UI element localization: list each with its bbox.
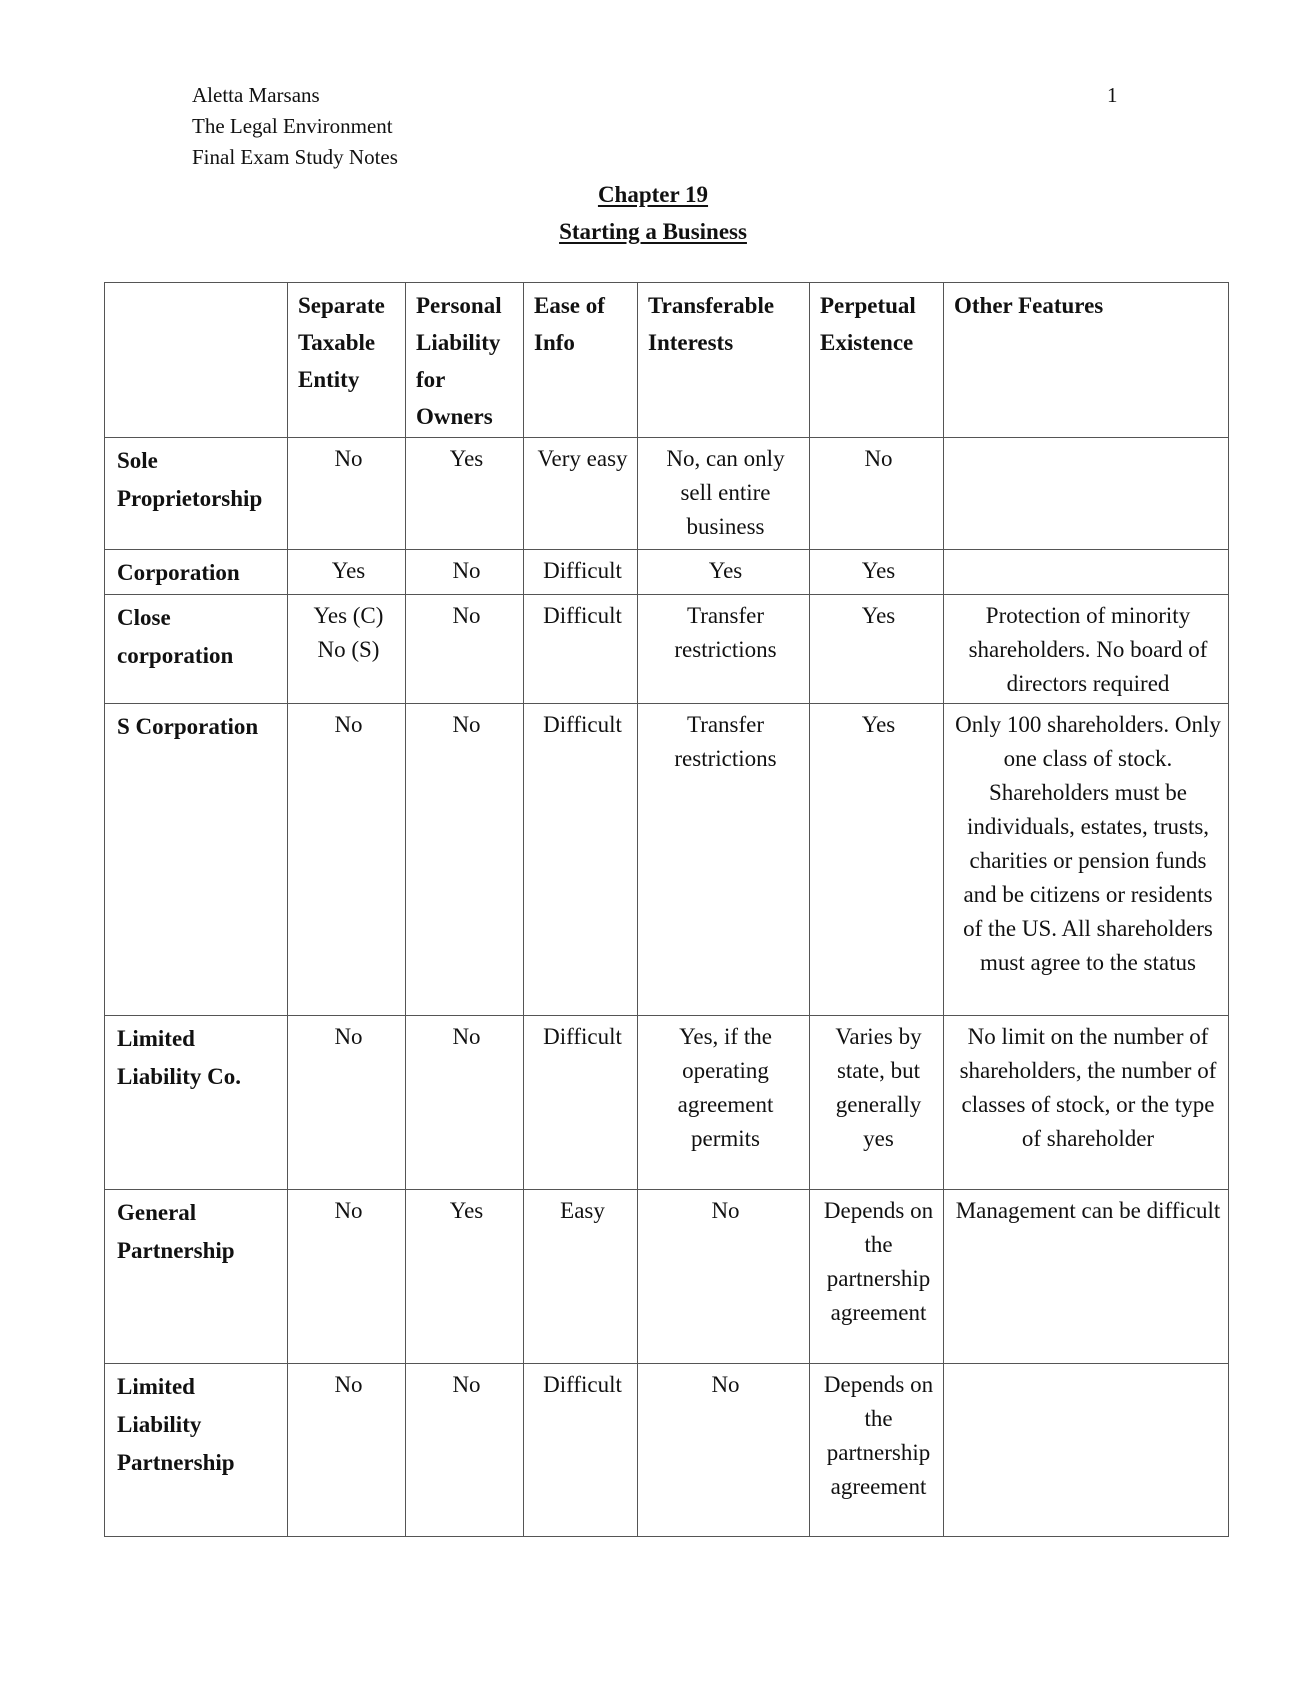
row-label: Close corporation (105, 595, 288, 704)
title-block (0, 176, 1306, 250)
table-row (105, 438, 1229, 550)
row-label: Sole Proprietorship (105, 438, 288, 550)
column-header: Ease of Info (524, 283, 638, 438)
column-header: Separate Taxable Entity (288, 283, 406, 438)
table-cell: No (288, 1016, 406, 1190)
table-row (105, 1190, 1229, 1364)
table-cell: Yes (638, 550, 810, 595)
table-row (105, 1016, 1229, 1190)
table-cell: Management can be difficult (944, 1190, 1229, 1364)
table-cell: No (288, 1364, 406, 1537)
table-cell: Yes (810, 550, 944, 595)
table-cell: Depends on the partnership agreement (810, 1190, 944, 1364)
table-cell: Difficult (524, 1016, 638, 1190)
table-cell: Difficult (524, 704, 638, 1016)
table-cell: No (406, 550, 524, 595)
table-cell: No (638, 1190, 810, 1364)
table-cell: No (638, 1364, 810, 1537)
column-header (105, 283, 288, 438)
subject-title: Starting a Business (559, 219, 747, 244)
table-cell: Very easy (524, 438, 638, 550)
table-cell: Yes (406, 1190, 524, 1364)
column-header: Other Features (944, 283, 1229, 438)
table-cell: Yes (C) No (S) (288, 595, 406, 704)
table-cell: No (406, 704, 524, 1016)
page-number: 1 (1107, 83, 1118, 107)
table-cell: Transfer restrictions (638, 704, 810, 1016)
table-cell: Difficult (524, 595, 638, 704)
header-block (192, 80, 398, 173)
table-cell: Varies by state, but generally yes (810, 1016, 944, 1190)
row-label: General Partnership (105, 1190, 288, 1364)
table-cell: Easy (524, 1190, 638, 1364)
table-cell: No, can only sell entire business (638, 438, 810, 550)
table-cell: Yes (288, 550, 406, 595)
table-cell: Yes (810, 595, 944, 704)
table-cell (944, 438, 1229, 550)
column-header: Perpetual Existence (810, 283, 944, 438)
table-cell: No (406, 1016, 524, 1190)
table-cell: Yes, if the operating agreement permits (638, 1016, 810, 1190)
chapter-title: Chapter 19 (597, 182, 709, 207)
row-label: S Corporation (105, 704, 288, 1016)
table-cell: Yes (810, 704, 944, 1016)
row-label: Limited Liability Partnership (105, 1364, 288, 1537)
table-cell: No (810, 438, 944, 550)
table-cell: Yes (406, 438, 524, 550)
table-cell: Depends on the partnership agreement (810, 1364, 944, 1537)
row-label: Corporation (105, 550, 288, 595)
table-cell: Protection of minority shareholders. No board of directors required (944, 595, 1229, 704)
table-cell (944, 550, 1229, 595)
author-name: Aletta Marsans (192, 83, 320, 107)
table-cell: No (288, 704, 406, 1016)
table-cell: Difficult (524, 1364, 638, 1537)
table-row (105, 550, 1229, 595)
row-label: Limited Liability Co. (105, 1016, 288, 1190)
column-header: Personal Liability for Owners (406, 283, 524, 438)
table-cell (944, 1364, 1229, 1537)
document-name: Final Exam Study Notes (192, 145, 398, 169)
table-row (105, 1364, 1229, 1537)
course-name: The Legal Environment (192, 114, 393, 138)
table-cell: No (288, 1190, 406, 1364)
column-header: Transferable Interests (638, 283, 810, 438)
table-cell: No (406, 1364, 524, 1537)
table-header-row (105, 283, 1229, 438)
table-row (105, 595, 1229, 704)
table-cell: Only 100 shareholders. Only one class of stock. Shareholders must be individuals, estates, trusts, charities or pension funds and be citizens or residents of the US. All shareholders must agree to the status (944, 704, 1229, 1016)
business-forms-table (104, 282, 1229, 1537)
table-row (105, 704, 1229, 1016)
table-cell: No limit on the number of shareholders, the number of classes of stock, or the type of shareholder (944, 1016, 1229, 1190)
table-cell: No (406, 595, 524, 704)
table-cell: No (288, 438, 406, 550)
table-cell: Difficult (524, 550, 638, 595)
table-cell: Transfer restrictions (638, 595, 810, 704)
